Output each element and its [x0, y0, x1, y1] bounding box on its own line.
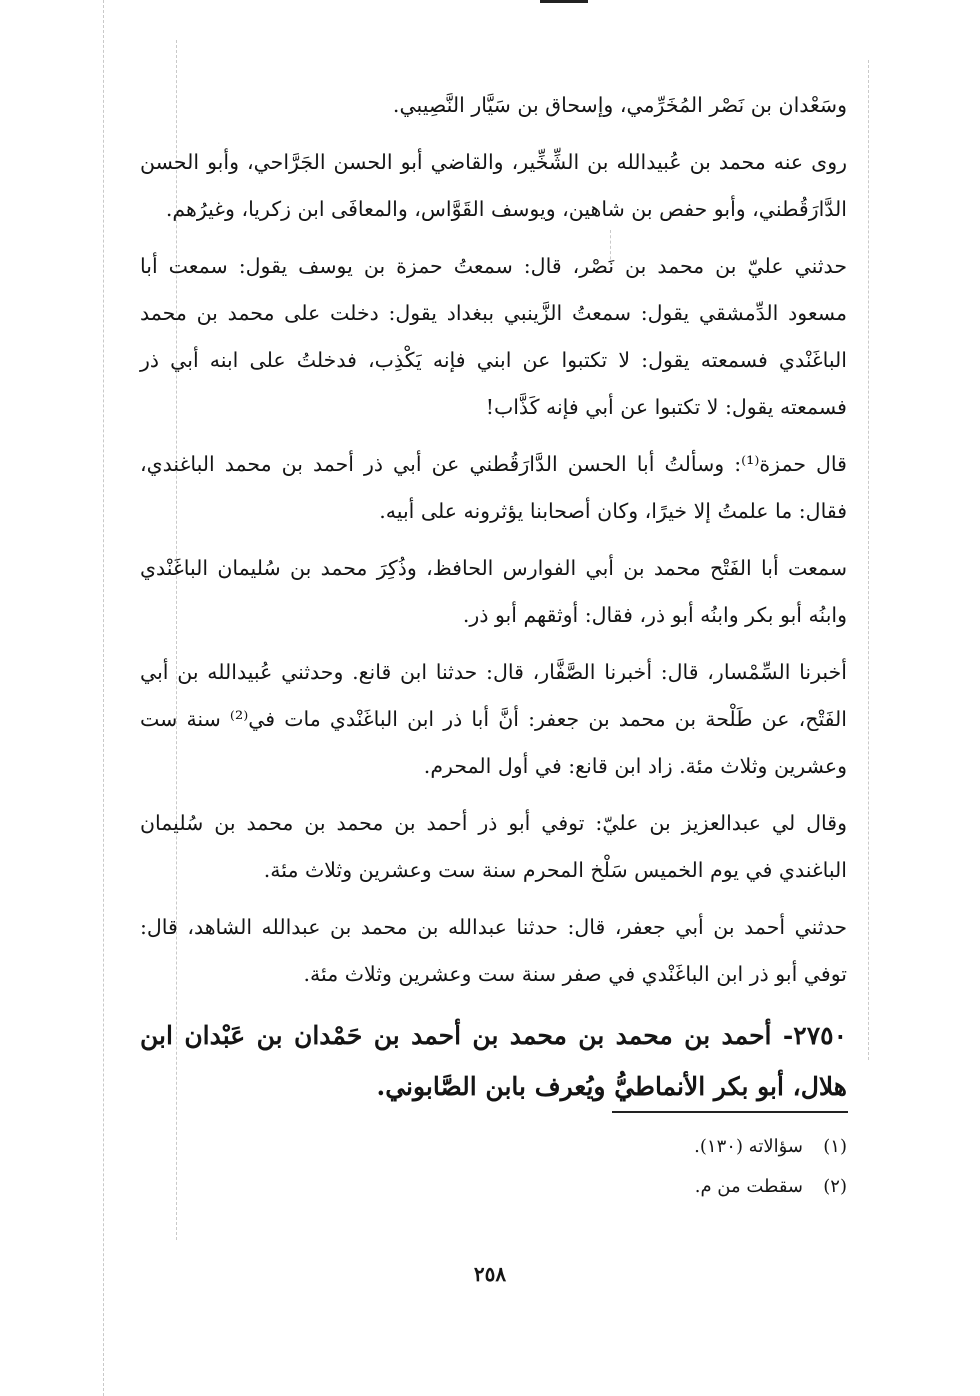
paragraph: أخبرنا السِّمْسار، قال: أخبرنا الصَّفَّار، قال: حدثنا ابن قانع. وحدثني عُبيدالله بن أبي الفَتْح، عن طَلْحة بن محمد بن جعفر: أنَّ أبا ذر ابن الباغَنْدي مات في⁽²⁾ سنة ست وعشرين وثلاث مئة. زاد ابن قانع: في أول المحرم.	[140, 660, 847, 778]
footnote-number: (٢)	[823, 1176, 847, 1197]
footnote-number: (١)	[823, 1136, 847, 1157]
scan-artifact-line	[868, 60, 869, 1060]
paragraph: حدثني أحمد بن أبي جعفر، قال: حدثنا عبدالله بن محمد بن عبدالله الشاهد، قال: توفي أبو ذر ابن الباغَنْدي في صفر سنة ست وعشرين وثلاث مئة.	[140, 915, 847, 986]
page-number: ٢٥٨	[473, 1262, 507, 1286]
paragraph: روى عنه محمد بن عُبيدالله بن الشِّخِّير، والقاضي أبو الحسن الجَرَّاحي، وأبو الحسن الدَّارَقُطني، وأبو حفص بن شاهين، ويوسف القَوَّاس، والمعافَى ابن زكريا، وغيرُهم.	[140, 150, 847, 221]
entry-heading: ٢٧٥٠- أحمد بن محمد بن محمد بن أحمد بن حَمْدان بن عَبْدان ابن هلال، أبو بكر الأنماطيُّ ويُعرف بابن الصَّابوني.	[140, 1021, 847, 1101]
footnotes	[447, 1127, 847, 1207]
header-rule	[540, 0, 588, 3]
paragraph: وسَعْدان بن نَصْر المُخَرِّمي، وإسحاق بن سَيَّار النَّصِيبي.	[392, 93, 847, 117]
scan-artifact-line	[103, 0, 104, 1396]
main-text	[140, 82, 847, 1112]
paragraph: سمعت أبا الفَتْح محمد بن أبي الفوارس الحافظ، وذُكِرَ محمد بن سُليمان الباغَنْدي وابنُه أبو بكر وابنُه أبو ذر، فقال: أوثقهم أبو ذر.	[140, 556, 847, 627]
paragraph: وقال لي عبدالعزيز بن عليّ: توفي أبو ذر أحمد بن محمد بن محمد بن سُليمان الباغندي في يوم الخميس سَلْخ المحرم سنة ست وعشرين وثلاث مئة.	[140, 811, 847, 882]
paragraph: قال حمزة⁽¹⁾: وسألتُ أبا الحسن الدَّارَقُطني عن أبي ذر أحمد بن محمد الباغندي، فقال: ما علمتُ إلا خيرًا، وكان أصحابنا يؤثرونه على أبيه.	[140, 452, 847, 523]
footnote	[447, 1127, 847, 1167]
paragraph: حدثني عليّ بن محمد بن نَصْر، قال: سمعتُ حمزة بن يوسف يقول: سمعت أبا مسعود الدِّمشقي يقول: سمعتُ الزَّينبي ببغداد يقول: دخلت على محمد بن محمد الباغَنْدي فسمعته يقول: لا تكتبوا عن ابني فإنه يَكْذِب، فدخلتُ على ابنه أبي ذر فسمعته يقول: لا تكتبوا عن أبي فإنه كَذَّاب!	[140, 254, 847, 419]
footnote-text: سقطت من م.	[694, 1176, 803, 1197]
footnote-text: سؤالاته (١٣٠).	[694, 1136, 803, 1157]
footnote-separator	[612, 1111, 848, 1113]
footnote	[447, 1167, 847, 1207]
